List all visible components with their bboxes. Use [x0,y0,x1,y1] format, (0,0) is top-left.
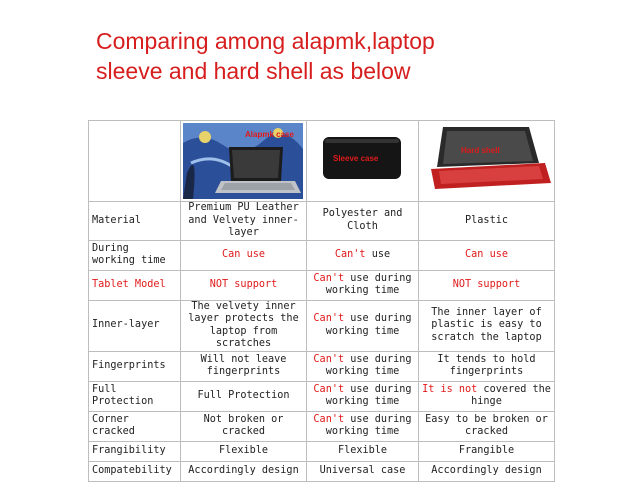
sleeve-value-highlight: Can't [313,272,345,284]
sleeve-image-cell [307,121,419,202]
empty-header-cell [89,121,181,202]
shell-value: It tends to hold fingerprints [419,351,555,381]
table-row [89,461,555,481]
sleeve-value [307,381,419,411]
image-row [89,121,555,202]
row-label: Inner-layer [89,300,181,351]
black-sleeve-image [309,123,416,199]
sleeve-value-highlight: Can't [313,313,345,324]
title-line-1: Comparing among alapmk,laptop [96,28,435,54]
shell-value: Plastic [419,202,555,241]
row-label: Compatebility [89,461,181,481]
sleeve-value [307,351,419,381]
shell-value: Easy to be broken or cracked [419,411,555,441]
sleeve-value-rest: use during working time [325,313,412,337]
row-label: Frangibility [89,441,181,461]
alapmk-value: NOT support [181,270,307,300]
table-row [89,441,555,461]
table-row [89,411,555,441]
alapmk-image-cell [181,121,307,202]
row-label: During working time [89,240,181,270]
sleeve-value-highlight: Can't [313,353,345,365]
table-row [89,300,555,351]
comparison-table [88,120,555,482]
shell-value [419,381,555,411]
red-hard-shell-image [421,123,552,199]
table-row [89,381,555,411]
alapmk-value: Premium PU Leather and Velvety inner-layer [181,202,307,241]
sleeve-value-highlight: Can't [313,383,345,395]
alapmk-value: Can use [181,240,307,270]
sleeve-value: Universal case [307,461,419,481]
sleeve-value [307,240,419,270]
sleeve-value-highlight: Can't [313,413,345,425]
alapmk-caption: Alapmk case [245,130,294,139]
alapmk-value: The velvety inner layer protects the laptop from scratches [181,300,307,351]
sleeve-value-rest: use during working time [325,353,412,377]
alapmk-value: Not broken or cracked [181,411,307,441]
shell-value: NOT support [419,270,555,300]
sleeve-value-highlight: Can't [334,248,366,260]
sleeve-value [307,270,419,300]
sleeve-value: Polyester and Cloth [307,202,419,241]
alapmk-value: Will not leave fingerprints [181,351,307,381]
table-row [89,202,555,241]
shell-value-rest: covered the hinge [471,383,551,407]
row-label: Corner cracked [89,411,181,441]
sleeve-value-rest: use during working time [325,272,412,296]
shell-value: Accordingly design [419,461,555,481]
sleeve-value-rest: use during working time [325,413,412,437]
sleeve-value-rest: use [365,248,391,260]
sleeve-caption: Sleeve case [333,154,379,163]
alapmk-value: Full Protection [181,381,307,411]
sleeve-value [307,411,419,441]
shell-value: Can use [419,240,555,270]
table-row [89,270,555,300]
table-row [89,351,555,381]
sleeve-value-rest: use during working time [325,383,412,407]
row-label: Tablet Model [89,270,181,300]
alapmk-value: Accordingly design [181,461,307,481]
table-row [89,240,555,270]
alapmk-value: Flexible [181,441,307,461]
sleeve-value: Flexible [307,441,419,461]
title-line-2: sleeve and hard shell as below [96,58,411,84]
row-label: Full Protection [89,381,181,411]
row-label: Fingerprints [89,351,181,381]
laptop-starry-night-case-image [183,123,304,199]
row-label: Material [89,202,181,241]
shell-value-highlight: It is not [422,383,478,395]
shell-value: Frangible [419,441,555,461]
shell-image-cell [419,121,555,202]
shell-value: The inner layer of plastic is easy to scratch the laptop [419,300,555,351]
shell-caption: Hard shell [461,146,500,155]
sleeve-value [307,300,419,351]
